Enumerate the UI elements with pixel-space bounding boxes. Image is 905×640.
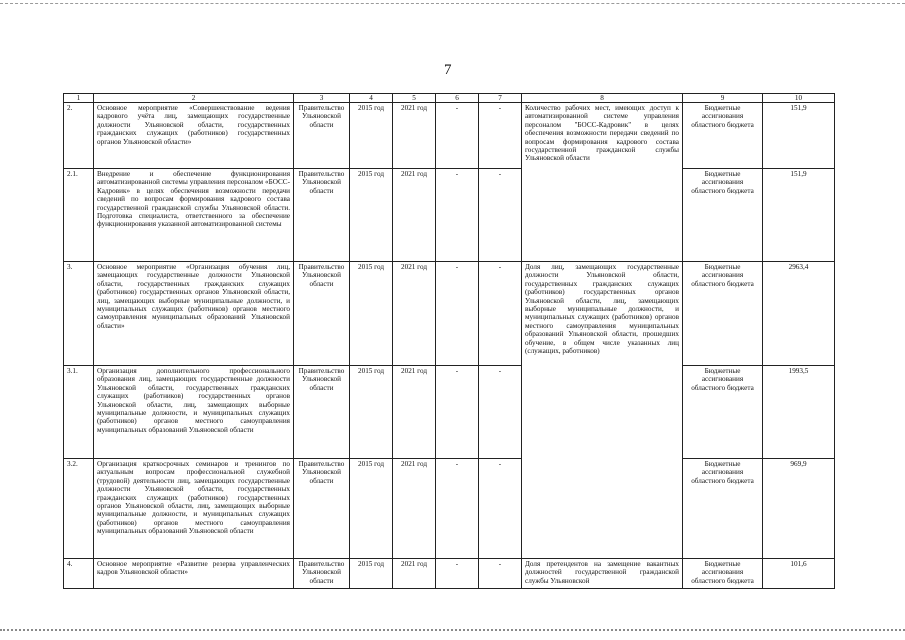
funding-source: Бюджетные ассигнования областного бюджета — [683, 169, 763, 262]
col7-value: - — [479, 459, 522, 559]
end-year: 2021 год — [393, 169, 436, 262]
scan-edge-bottom — [0, 629, 905, 631]
col-header: 3 — [294, 94, 350, 103]
col6-value: - — [436, 262, 479, 366]
end-year: 2021 год — [393, 366, 436, 459]
col7-value: - — [479, 559, 522, 589]
col6-value: - — [436, 559, 479, 589]
program-table — [63, 93, 835, 589]
funding-amount: 151,9 — [763, 169, 835, 262]
start-year: 2015 год — [350, 169, 393, 262]
col-header: 9 — [683, 94, 763, 103]
start-year: 2015 год — [350, 103, 393, 169]
activity-name: Основное мероприятие «Совершенствование ведения кадрового учёта лиц, замещающих государственные должности Ульяновской области, государственных гражданских служащих (работников) государственных органов Ульяновской области» — [94, 103, 294, 169]
scan-edge-top — [0, 3, 905, 4]
indicator-text: Доля претендентов на замещение вакантных должностей государственной гражданской службы Ульяновской — [522, 559, 683, 589]
funding-source: Бюджетные ассигнования областного бюджета — [683, 262, 763, 366]
table-row — [64, 103, 835, 169]
end-year: 2021 год — [393, 262, 436, 366]
col6-value: - — [436, 459, 479, 559]
col6-value: - — [436, 366, 479, 459]
indicator-text: Доля лиц, замещающих государственные должности Ульяновской области, государственных гражданских служащих (работников) государственных органов Ульяновской области, лиц, замещающих выборные муниципальные должности, и муниципальных служащих (работников) органов местного самоуправления муниципальных образований Ульяновской области, прошедших обучение, в общем числе указанных лиц (служащих, работников) — [522, 262, 683, 559]
row-number: 4. — [64, 559, 94, 589]
col-header: 2 — [94, 94, 294, 103]
funding-amount: 969,9 — [763, 459, 835, 559]
row-number: 3.1. — [64, 366, 94, 459]
activity-name: Организация краткосрочных семинаров и тренингов по актуальным вопросам профессиональной служебной (трудовой) деятельности лиц, замещающих государственные должности Ульяновской области, государственных гражданских служащих (работников) государственных органов Ульяновской области, лиц, замещающих выборные муниципальные должности, и муниципальных служащих (работников) органов местного самоуправления муниципальных образований Ульяновской области — [94, 459, 294, 559]
executor: Правительство Ульяновской области — [294, 459, 350, 559]
start-year: 2015 год — [350, 559, 393, 589]
table-row — [64, 459, 835, 559]
col-header: 6 — [436, 94, 479, 103]
indicator-text: Количество рабочих мест, имеющих доступ к автоматизированной системе управления персоналом "БОСС-Кадровик" в целях обеспечения возможности передачи сведений по вопросам формирования кадрового состава государственной гражданской службы Ульяновской области — [522, 103, 683, 262]
funding-source: Бюджетные ассигнования областного бюджета — [683, 366, 763, 459]
row-number: 3.2. — [64, 459, 94, 559]
activity-name: Организация дополнительного профессионального образования лиц, замещающих государственные должности Ульяновской области, государственных гражданских служащих (работников) государственных органов Ульяновской области, лиц, замещающих выборные муниципальные должности, и муниципальных служащих (работников) органов местного самоуправления муниципальных образований Ульяновской области — [94, 366, 294, 459]
start-year: 2015 год — [350, 262, 393, 366]
col-header: 7 — [479, 94, 522, 103]
row-number: 3. — [64, 262, 94, 366]
end-year: 2021 год — [393, 559, 436, 589]
row-number: 2.1. — [64, 169, 94, 262]
funding-source: Бюджетные ассигнования областного бюджета — [683, 459, 763, 559]
executor: Правительство Ульяновской области — [294, 103, 350, 169]
column-numbers-row — [64, 94, 835, 103]
col-header: 5 — [393, 94, 436, 103]
start-year: 2015 год — [350, 459, 393, 559]
funding-amount: 151,9 — [763, 103, 835, 169]
end-year: 2021 год — [393, 459, 436, 559]
col6-value: - — [436, 169, 479, 262]
executor: Правительство Ульяновской области — [294, 366, 350, 459]
activity-name: Основное мероприятие «Организация обучения лиц, замещающих государственные должности Ульяновской области, государственных гражданских служащих (работников) государственных органов Ульяновской области, лиц, замещающих выборные муниципальные должности, и муниципальных служащих (работников) органов местного самоуправления муниципальных образований Ульяновской области» — [94, 262, 294, 366]
start-year: 2015 год — [350, 366, 393, 459]
executor: Правительство Ульяновской области — [294, 262, 350, 366]
table-row — [64, 169, 835, 262]
table-row — [64, 559, 835, 589]
funding-amount: 1993,5 — [763, 366, 835, 459]
col7-value: - — [479, 262, 522, 366]
col-header: 8 — [522, 94, 683, 103]
table-row — [64, 366, 835, 459]
funding-source: Бюджетные ассигнования областного бюджета — [683, 103, 763, 169]
funding-source: Бюджетные ассигнования областного бюджета — [683, 559, 763, 589]
col7-value: - — [479, 366, 522, 459]
col-header: 4 — [350, 94, 393, 103]
col7-value: - — [479, 103, 522, 169]
page-number: 7 — [444, 62, 452, 78]
col-header: 10 — [763, 94, 835, 103]
funding-amount: 101,6 — [763, 559, 835, 589]
end-year: 2021 год — [393, 103, 436, 169]
executor: Правительство Ульяновской области — [294, 559, 350, 589]
activity-name: Внедрение и обеспечение функционирования автоматизированной системы управления персоналом «БОСС-Кадровик» в целях обеспечения возможности передачи сведений по вопросам формирования кадрового состава государственной гражданской службы Ульяновской области. Подготовка специалиста, ответственного за обеспечение функционирования указанной автоматизированной системы — [94, 169, 294, 262]
col-header: 1 — [64, 94, 94, 103]
col6-value: - — [436, 103, 479, 169]
col7-value: - — [479, 169, 522, 262]
row-number: 2. — [64, 103, 94, 169]
executor: Правительство Ульяновской области — [294, 169, 350, 262]
funding-amount: 2963,4 — [763, 262, 835, 366]
table-row — [64, 262, 835, 366]
activity-name: Основное мероприятие «Развитие резерва управленческих кадров Ульяновской области» — [94, 559, 294, 589]
